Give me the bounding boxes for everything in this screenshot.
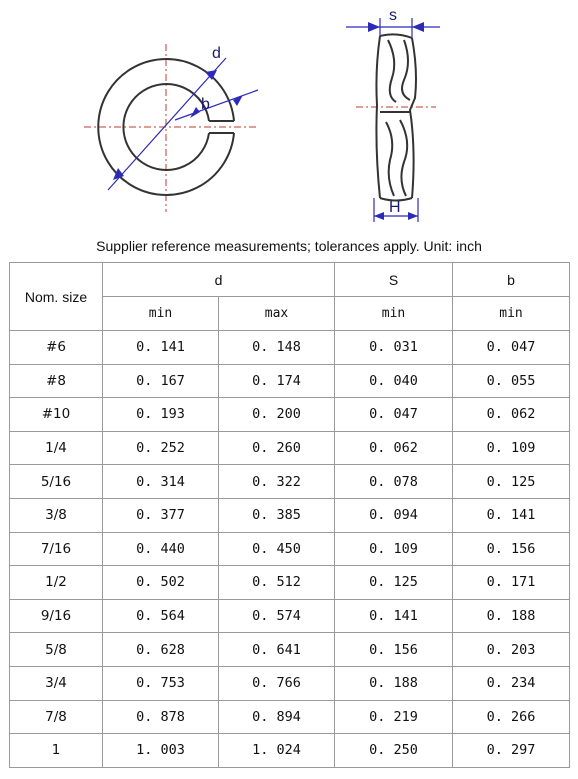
table-row [10, 633, 570, 667]
cell-d-max: 0. 322 [219, 465, 335, 499]
table-body [10, 331, 570, 768]
side-profile-top [380, 34, 412, 38]
cell-d-min: 0. 564 [103, 599, 219, 633]
table-row [10, 398, 570, 432]
cell-size: #10 [10, 398, 103, 432]
cell-b-min: 0. 266 [453, 700, 570, 734]
header-d: d [103, 263, 335, 297]
technical-drawing [0, 0, 578, 232]
cell-d-max: 0. 450 [219, 532, 335, 566]
cell-d-max: 0. 574 [219, 599, 335, 633]
cell-size: 9/16 [10, 599, 103, 633]
cell-b-min: 0. 062 [453, 398, 570, 432]
header-nom-size: Nom. size [10, 263, 103, 331]
dimension-table [9, 262, 570, 768]
cell-s-min: 0. 094 [335, 498, 453, 532]
cell-b-min: 0. 188 [453, 599, 570, 633]
cell-size: 5/16 [10, 465, 103, 499]
cell-d-min: 0. 878 [103, 700, 219, 734]
cell-d-min: 0. 753 [103, 666, 219, 700]
label-b: b [201, 96, 210, 113]
table-row [10, 465, 570, 499]
cell-s-min: 0. 141 [335, 599, 453, 633]
cell-size: 1 [10, 734, 103, 768]
helix-edge-5 [400, 120, 407, 196]
cell-b-min: 0. 109 [453, 431, 570, 465]
washer-side-view [346, 7, 440, 222]
cell-d-min: 0. 167 [103, 364, 219, 398]
cell-d-min: 0. 628 [103, 633, 219, 667]
cell-d-min: 0. 314 [103, 465, 219, 499]
cell-b-min: 0. 234 [453, 666, 570, 700]
cell-d-min: 0. 502 [103, 566, 219, 600]
header-b: b [453, 263, 570, 297]
cell-size: 7/16 [10, 532, 103, 566]
header-row-1 [10, 263, 570, 297]
table-row [10, 532, 570, 566]
cell-d-min: 0. 377 [103, 498, 219, 532]
table-row [10, 734, 570, 768]
side-profile-right [410, 38, 416, 198]
header-d-max: max [219, 297, 335, 331]
helix-edge-2 [402, 40, 410, 100]
cell-d-max: 0. 148 [219, 331, 335, 365]
table-row [10, 331, 570, 365]
cell-s-min: 0. 040 [335, 364, 453, 398]
cell-s-min: 0. 188 [335, 666, 453, 700]
cell-s-min: 0. 078 [335, 465, 453, 499]
b-dimension-line [175, 90, 258, 120]
cell-d-max: 0. 641 [219, 633, 335, 667]
s-arrow-right [412, 22, 424, 32]
cell-s-min: 0. 047 [335, 398, 453, 432]
cell-b-min: 0. 047 [453, 331, 570, 365]
cell-d-max: 0. 174 [219, 364, 335, 398]
cell-size: 7/8 [10, 700, 103, 734]
side-profile-left [376, 36, 380, 198]
table-caption: Supplier reference measurements; tolerances apply. Unit: inch [96, 238, 482, 254]
cell-size: 1/4 [10, 431, 103, 465]
cell-size: 1/2 [10, 566, 103, 600]
label-d: d [212, 45, 221, 62]
table-row [10, 498, 570, 532]
h-arrow-left [374, 212, 384, 220]
table-row [10, 431, 570, 465]
cell-d-min: 0. 440 [103, 532, 219, 566]
cell-d-max: 0. 260 [219, 431, 335, 465]
table-row [10, 599, 570, 633]
cell-s-min: 0. 250 [335, 734, 453, 768]
cell-b-min: 0. 171 [453, 566, 570, 600]
label-h: H [389, 199, 401, 216]
header-s-min: min [335, 297, 453, 331]
cell-s-min: 0. 156 [335, 633, 453, 667]
helix-edge-4 [386, 122, 394, 196]
cell-b-min: 0. 203 [453, 633, 570, 667]
cell-s-min: 0. 219 [335, 700, 453, 734]
cell-d-min: 1. 003 [103, 734, 219, 768]
table-row [10, 364, 570, 398]
header-s: S [335, 263, 453, 297]
cell-b-min: 0. 125 [453, 465, 570, 499]
helix-edge-1 [388, 40, 396, 102]
cell-d-max: 0. 200 [219, 398, 335, 432]
cell-b-min: 0. 297 [453, 734, 570, 768]
cell-size: 3/8 [10, 498, 103, 532]
cell-d-min: 0. 141 [103, 331, 219, 365]
cell-s-min: 0. 031 [335, 331, 453, 365]
cell-d-max: 1. 024 [219, 734, 335, 768]
cell-size: #6 [10, 331, 103, 365]
cell-d-max: 0. 894 [219, 700, 335, 734]
cell-s-min: 0. 125 [335, 566, 453, 600]
cell-d-min: 0. 252 [103, 431, 219, 465]
cell-s-min: 0. 109 [335, 532, 453, 566]
cell-size: #8 [10, 364, 103, 398]
header-b-min: min [453, 297, 570, 331]
cell-b-min: 0. 156 [453, 532, 570, 566]
label-s: s [389, 7, 397, 24]
cell-d-min: 0. 193 [103, 398, 219, 432]
table-row [10, 566, 570, 600]
table-row [10, 700, 570, 734]
b-arrow-inner [190, 107, 200, 118]
table-row [10, 666, 570, 700]
cell-d-max: 0. 512 [219, 566, 335, 600]
cell-d-max: 0. 766 [219, 666, 335, 700]
washer-inner-edge [123, 84, 209, 170]
s-arrow-left [368, 22, 380, 32]
h-arrow-right [408, 212, 418, 220]
cell-d-max: 0. 385 [219, 498, 335, 532]
cell-b-min: 0. 055 [453, 364, 570, 398]
cell-b-min: 0. 141 [453, 498, 570, 532]
cell-s-min: 0. 062 [335, 431, 453, 465]
cell-size: 5/8 [10, 633, 103, 667]
washer-front-view [84, 44, 258, 212]
header-d-min: min [103, 297, 219, 331]
cell-size: 3/4 [10, 666, 103, 700]
